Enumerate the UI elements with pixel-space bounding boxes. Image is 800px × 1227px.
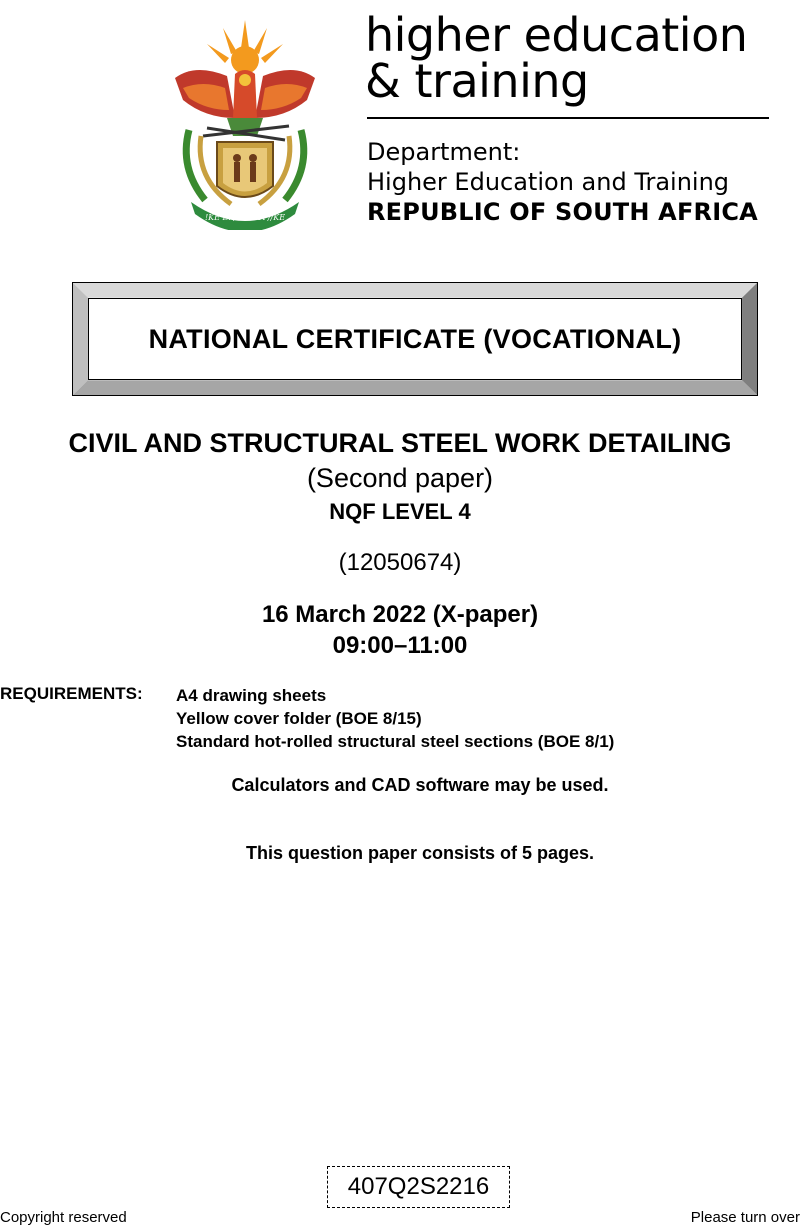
motto-text: !KE E: /XARRA //KE: [204, 213, 286, 222]
requirement-item: Yellow cover folder (BOE 8/15): [176, 709, 422, 728]
copyright-text: Copyright reserved: [0, 1209, 127, 1226]
certificate-title: NATIONAL CERTIFICATE (VOCATIONAL): [148, 323, 682, 354]
department-label: Department:: [367, 138, 521, 166]
brand-line-2: & training: [365, 54, 589, 108]
department-name: Higher Education and Training: [367, 168, 730, 196]
country-name: REPUBLIC OF SOUTH AFRICA: [367, 198, 758, 226]
requirements-list: [176, 684, 614, 753]
turn-over-text: Please turn over: [690, 1209, 800, 1226]
exam-date: 16 March 2022 (X-paper): [261, 601, 539, 628]
certificate-title-box: [72, 282, 758, 396]
nqf-level: NQF LEVEL 4: [329, 499, 471, 524]
paper-code-box: [327, 1166, 510, 1208]
department-header: [365, 8, 775, 226]
requirement-item: Standard hot-rolled structural steel sections (BOE 8/1): [176, 732, 615, 751]
exam-time: 09:00–11:00: [332, 632, 468, 659]
page-count-note: This question paper consists of 5 pages.: [245, 843, 595, 863]
coat-of-arms-logo: [165, 18, 325, 230]
subject-code: (12050674): [338, 549, 462, 576]
department-details: [367, 137, 758, 227]
paper-number: (Second paper): [306, 463, 494, 493]
brand-divider: [367, 117, 769, 119]
subject-title: CIVIL AND STRUCTURAL STEEL WORK DETAILING: [68, 428, 732, 458]
brand-line-1: higher education: [365, 8, 748, 62]
certificate-title-inner: [88, 298, 742, 380]
requirement-item: A4 drawing sheets: [176, 686, 327, 705]
calculator-note: Calculators and CAD software may be used.: [231, 775, 609, 795]
requirements-label: REQUIREMENTS:: [0, 684, 143, 703]
paper-code: 407Q2S2216: [347, 1173, 490, 1200]
